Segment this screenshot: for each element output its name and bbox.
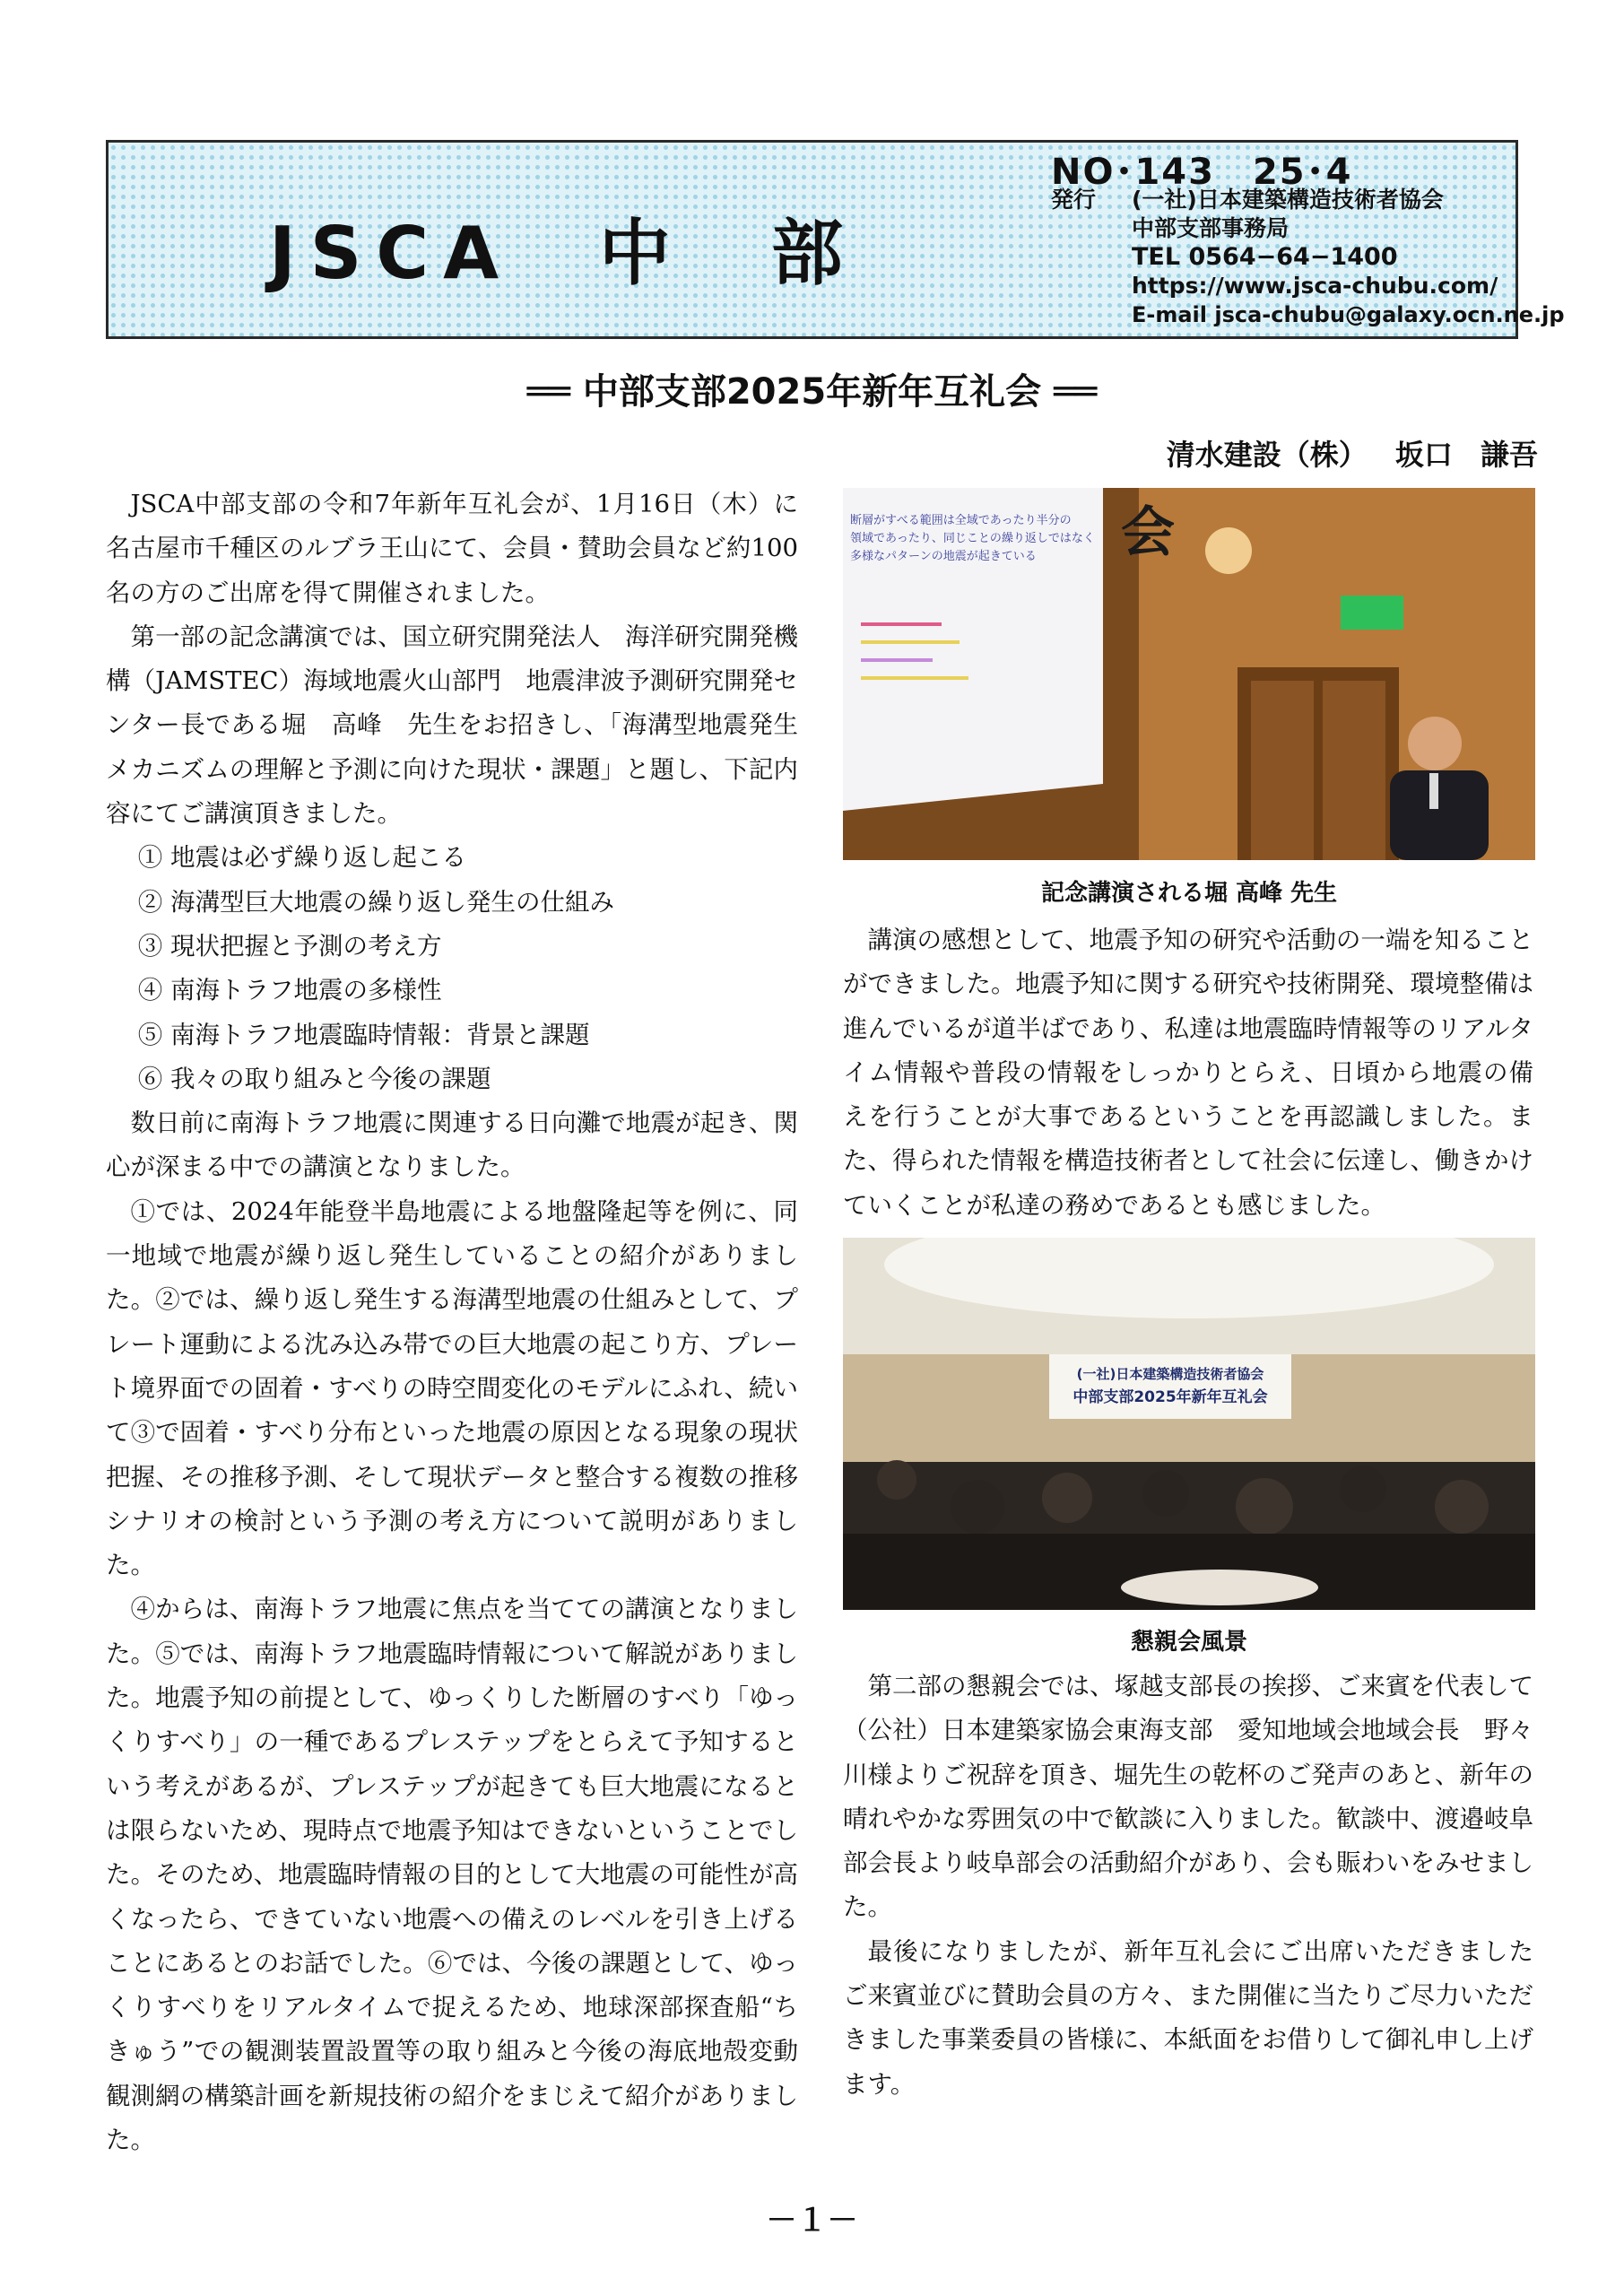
left-column [106, 483, 798, 2162]
issue-number: NO･143 25･4 [1051, 152, 1353, 193]
paragraph: 第一部の記念講演では、国立研究開発法人 海洋研究開発機構（JAMSTEC）海域地震火山部門 地震津波予測研究開発センター長である堀 高峰 先生をお招きし、「海溝型地震発生メカニズムの理解と予測に向けた現状・課題」と題し、下記内容にてご講演頂きました。 [106, 622, 798, 829]
lecture-photo [843, 488, 1535, 860]
reception-photo [843, 1238, 1535, 1610]
list-item: ② 海溝型巨大地震の繰り返し発生の仕組み [137, 887, 614, 917]
banner-line: (一社)日本建築構造技術者協会 [1076, 1366, 1264, 1382]
paragraph: ④からは、南海トラフ地震に焦点を当てての講演となりました。⑤では、南海トラフ地震臨時情報について解説がありました。地震予知の前提として、ゆっくりした断層のすべり「ゆっくりすべり」の一種であるプレステップをとらえて予知するという考えがあるが、プレステップが起きても巨大地震になるとは限らないため、現時点で地震予知はできないということでした。そのため、地震臨時情報の目的として大地震の可能性が高くなったら、できていない地震への備えのレベルを引き上げることにあるとのお話でした。⑥では、今後の課題として、ゆっくりすべりをリアルタイムで捉えるため、地球深部探査船“ちきゅう”での観測装置設置等の取り組みと今後の海底地殻変動観測網の構築計画を新規技術の紹介をまじえて紹介がありました。 [106, 1595, 798, 2154]
list-item: ① 地震は必ず繰り返し起こる [137, 843, 466, 873]
banner-line: 中部支部2025年新年互礼会 [1073, 1388, 1268, 1406]
paragraph: 数日前に南海トラフ地震に関連する日向灘で地震が起き、関心が深まる中での講演となりました。 [106, 1109, 798, 1182]
publisher-label: 発行 [1051, 187, 1097, 213]
paragraph: 講演の感想として、地震予知の研究や活動の一端を知ることができました。地震予知に関する研究や技術開発、環境整備は進んでいるが道半ばであり、私達は地震臨時情報等のリアルタイム情報や普段の情報をしっかりとらえ、日頃から地震の備えを行うことが大事であるということを再認識しました。また、得られた情報を構造技術者として社会に伝達し、働きかけていくことが私達の務めであるとも感じました。 [843, 926, 1533, 1220]
list-item: ⑥ 我々の取り組みと今後の課題 [137, 1064, 491, 1093]
email-address[interactable]: E-mail jsca-chubu@galaxy.ocn.ne.jp [1132, 302, 1565, 327]
article-title: ══ 中部支部2025年新年互礼会 ══ [526, 371, 1098, 413]
paragraph: 最後になりましたが、新年互礼会にご出席いただきました ご来賓並びに賛助会員の方々、また開催に当たりご尽力いただきました事業委員の皆様に、本紙面をお借りして御礼申し上げます。 [843, 1936, 1533, 2099]
screen-line: 断層がすべる範囲は全域であったり半分の [850, 514, 1072, 527]
office-name: 中部支部事務局 [1132, 215, 1290, 241]
masthead-title: JSCA 中 部 [269, 212, 858, 295]
website-link[interactable]: https://www.jsca-chubu.com/ [1132, 273, 1498, 299]
list-item: ④ 南海トラフ地震の多様性 [137, 976, 442, 1005]
paragraph: JSCA中部支部の令和7年新年互礼会が、1月16日（木）に名古屋市千種区のルブラ王山にて、会員・賛助会員など約100名の方のご出席を得て開催されました。 [106, 490, 798, 607]
publisher-name: (一社)日本建築構造技術者協会 [1132, 187, 1444, 213]
screen-heading: 会 [1121, 501, 1175, 564]
screen-line: 領域であったり、同じことの繰り返しではなく [850, 532, 1095, 545]
lecture-photo-caption: 記念講演される堀 高峰 先生 [1040, 880, 1338, 907]
article-author: 清水建設（株） 坂口 謙吾 [1166, 438, 1538, 472]
right-column-upper [843, 918, 1533, 1228]
paragraph: ①では、2024年能登半島地震による地盤隆起等を例に、同一地域で地震が繰り返し発生していることの紹介がありました。②では、繰り返し発生する海溝型地震の仕組みとして、プレート運動による沈み込み帯での巨大地震の起こり方、プレート境界面での固着・すべりの時空間変化のモデルにふれ、続いて③で固着・すべり分布といった地震の原因となる現象の現状把握、その推移予測、そして現状データと整合する複数の推移シナリオの検討という予測の考え方について説明がありました。 [106, 1196, 798, 1580]
page-number: －１－ [766, 2203, 858, 2239]
reception-photo-caption: 懇親会風景 [1130, 1629, 1247, 1656]
list-item: ③ 現状把握と予測の考え方 [137, 931, 442, 961]
paragraph: 第二部の懇親会では、塚越支部長の挨拶、ご来賓を代表して（公社）日本建築家協会東海支部 愛知地域会地域会長 野々川様よりご祝辞を頂き、堀先生の乾杯のご発声のあと、新年の晴れやかな雰囲気の中で歓談に入りました。歓談中、渡邉岐阜部会長より岐阜部会の活動紹介があり、会も賑わいをみせました。 [843, 1672, 1533, 1922]
phone-number: TEL 0564−64−1400 [1132, 243, 1398, 271]
list-item: ⑤ 南海トラフ地震臨時情報：背景と課題 [137, 1020, 590, 1049]
right-column-lower [843, 1665, 1533, 2107]
screen-line: 多様なパターンの地震が起きている [850, 550, 1037, 563]
